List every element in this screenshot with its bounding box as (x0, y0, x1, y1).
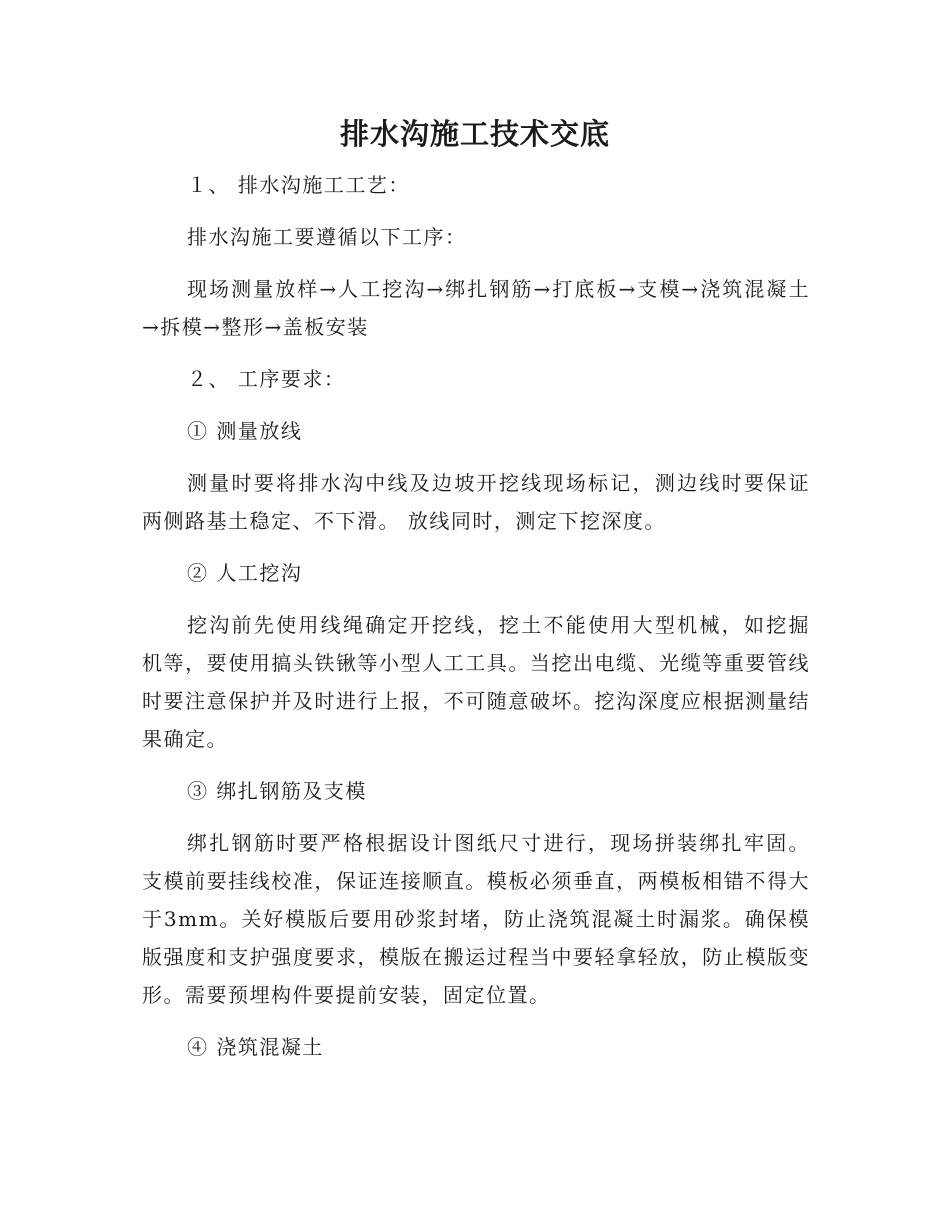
document-body (142, 166, 810, 1080)
paragraph-excavation: 挖沟前先使用线绳确定开挖线，挖土不能使用大型机械，如挖掘机等，要使用搞头铁锹等小型人工工具。当挖出电缆、光缆等重要管线时要注意保护并及时进行上报，不可随意破坏。挖沟深度应根据测量结果确定。 (142, 613, 810, 751)
paragraph-process-intro: 排水沟施工要遵循以下工序： (187, 225, 467, 249)
section-heading-process: １、 排水沟施工工艺： (187, 173, 410, 197)
paragraph-survey: 测量时要将排水沟中线及边坡开挖线现场标记，测边线时要保证两侧路基土稳定、不下滑。 放线同时，测定下挖深度。 (142, 471, 810, 533)
paragraph-process-steps: 现场测量放样→人工挖沟→绑扎钢筋→打底板→支模→浇筑混凝土→拆模→整形→盖板安装 (142, 277, 810, 339)
subheading-excavation: ② 人工挖沟 (187, 561, 303, 585)
subheading-concrete-pouring: ④ 浇筑混凝土 (187, 1035, 324, 1059)
subheading-survey: ① 测量放线 (187, 419, 303, 443)
paragraph-rebar-formwork: 绑扎钢筋时要严格根据设计图纸尺寸进行，现场拼装绑扎牢固。支模前要挂线校准，保证连接顺直。模板必须垂直，两模板相错不得大于3mm。关好模版后要用砂浆封堵，防止浇筑混凝土时漏浆。确保模版强度和支护强度要求，模版在搬运过程当中要轻拿轻放，防止模版变形。需要预埋构件要提前安装，固定位置。 (142, 831, 810, 1007)
section-heading-requirements: ２、 工序要求： (187, 367, 346, 391)
document-title: 排水沟施工技术交底 (339, 117, 610, 151)
subheading-rebar-formwork: ③ 绑扎钢筋及支模 (187, 779, 367, 803)
